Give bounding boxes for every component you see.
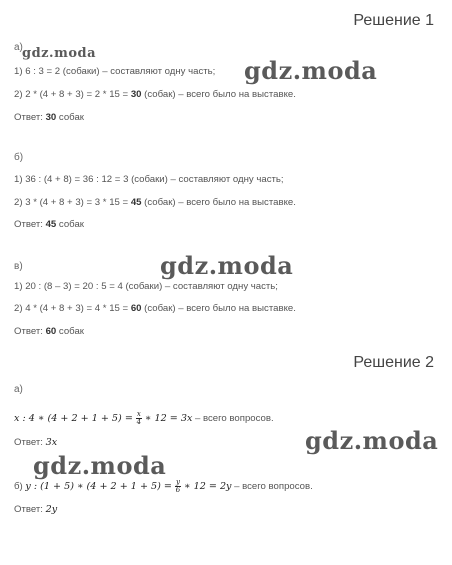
solution1-c-step2 — [14, 303, 296, 314]
answer-label: Ответ: — [14, 219, 46, 230]
answer-unit: собак — [56, 219, 84, 230]
watermark: gdz.moda — [33, 451, 167, 480]
watermark: gdz.moda — [244, 56, 378, 85]
step-result: 30 — [130, 89, 142, 100]
solution2-b-answer — [14, 504, 57, 515]
step-text: (собак) – всего было на выставке. — [141, 89, 296, 100]
solution1-a-step1: 1) 6 : 3 = 2 (собаки) – составляют одну часть; — [14, 66, 216, 77]
watermark: gdz.moda — [305, 426, 439, 455]
answer-value: 2y — [45, 504, 58, 515]
answer-label: Ответ: — [14, 504, 46, 515]
step-result: 45 — [130, 197, 142, 208]
math-expression: y : (1 + 5) ∗ (4 + 2 + 1 + 5) = — [25, 481, 176, 493]
step-result: 60 — [130, 303, 142, 314]
solution1-a-answer — [14, 112, 84, 123]
answer-label: Ответ: — [14, 437, 46, 448]
solution2-b-expression — [14, 479, 313, 494]
step-text: 2) 3 * (4 + 8 + 3) = 3 * 15 = — [14, 197, 131, 208]
step-text: (собак) – всего было на выставке. — [141, 303, 296, 314]
step-text: (собак) – всего было на выставке. — [141, 197, 296, 208]
part-a-label: а) — [14, 42, 23, 53]
solution1-b-answer — [14, 219, 84, 230]
part-b-label: б) — [14, 152, 24, 163]
answer-value: 30 — [45, 112, 57, 123]
solution1-c-step1: 1) 20 : (8 – 3) = 20 : 5 = 4 (собаки) – составляют одну часть; — [14, 281, 278, 292]
part-b-label: б) — [14, 481, 26, 493]
math-expression: ∗ 12 = 3x — [141, 413, 193, 425]
fraction-numerator: x — [136, 410, 141, 418]
watermark: gdz.moda — [160, 251, 294, 280]
answer-label: Ответ: — [14, 326, 46, 337]
solution2-a-expression — [14, 411, 274, 426]
watermark: gdz.moda — [22, 46, 97, 61]
answer-value: 60 — [45, 326, 57, 337]
fraction-denominator: 4 — [136, 418, 142, 426]
part-c-label: в) — [14, 261, 23, 272]
answer-unit: собак — [56, 112, 84, 123]
solution1-c-answer — [14, 326, 84, 337]
expression-note: – всего вопросов. — [192, 413, 274, 425]
solution1-a-step2 — [14, 89, 296, 100]
math-expression: ∗ 12 = 2y — [180, 481, 232, 493]
step-text: 2) 4 * (4 + 8 + 3) = 4 * 15 = — [14, 303, 131, 314]
solution1-heading: Решение 1 — [353, 12, 434, 29]
fraction-denominator: 6 — [175, 486, 181, 494]
part-a-label: а) — [14, 384, 23, 395]
fraction-numerator: y — [176, 478, 180, 486]
solution2-heading: Решение 2 — [353, 354, 434, 371]
answer-label: Ответ: — [14, 112, 46, 123]
solution1-b-step1: 1) 36 : (4 + 8) = 36 : 12 = 3 (собаки) – составляют одну часть; — [14, 174, 284, 185]
expression-note: – всего вопросов. — [231, 481, 313, 493]
math-expression: x : 4 ∗ (4 + 2 + 1 + 5) = — [14, 413, 136, 425]
answer-value: 3x — [45, 437, 58, 448]
step-text: 2) 2 * (4 + 8 + 3) = 2 * 15 = — [14, 89, 131, 100]
solution2-a-answer — [14, 437, 57, 448]
answer-value: 45 — [45, 219, 57, 230]
answer-unit: собак — [56, 326, 84, 337]
solution1-b-step2 — [14, 197, 296, 208]
